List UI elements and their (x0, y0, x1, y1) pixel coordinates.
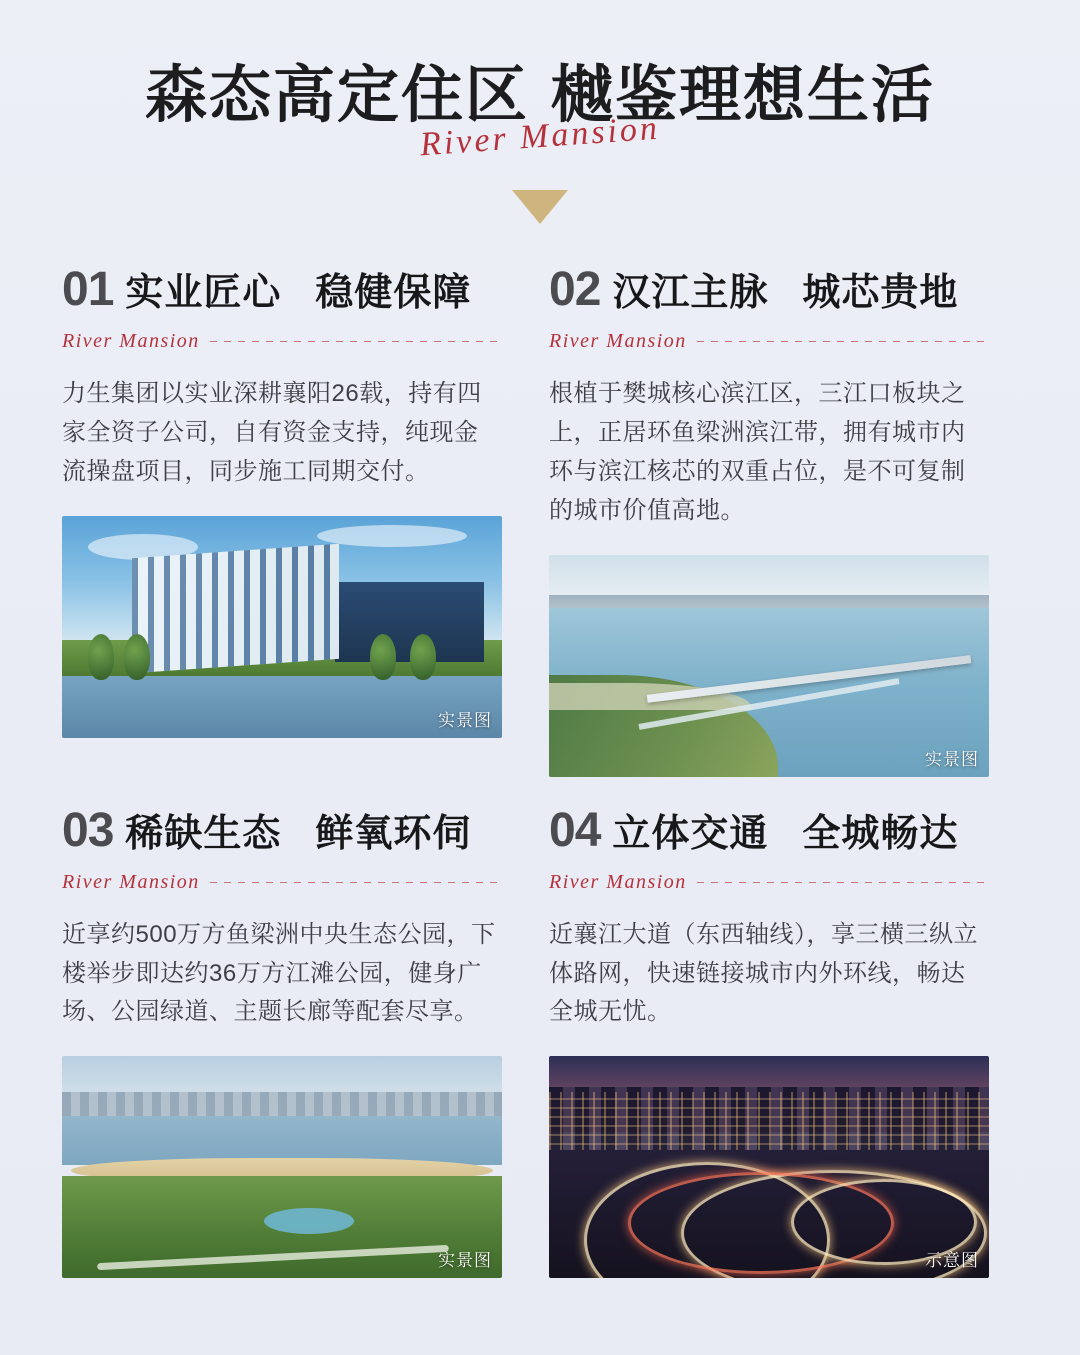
card-script-divider (62, 871, 502, 894)
page-title-left: 森态高定住区 (144, 62, 529, 130)
card-body-text: 近襄江大道（东西轴线），享三横三纵立体路网，快速链接城市内外环线，畅达全城无忧。 (549, 920, 978, 1026)
card-number: 01 (62, 263, 114, 317)
river-bridge-photo (549, 555, 989, 777)
page-title (0, 62, 1080, 130)
card-script-divider (62, 330, 502, 353)
dashed-divider (210, 341, 502, 342)
photo-caption: 示意图 (925, 1251, 979, 1271)
riverside-park-photo (62, 1056, 502, 1278)
photo-caption: 实景图 (438, 1251, 492, 1271)
photo-art (62, 1056, 502, 1278)
page-title-right: 樾鉴理想生活 (551, 62, 936, 130)
card-script-text: River Mansion (549, 330, 687, 353)
card-title-primary: 立体交通 (612, 812, 769, 855)
building-shape (132, 544, 339, 674)
card-body-text: 近享约500万方鱼梁洲中央生态公园，下楼举步即达约36万方江滩公园，健身广场、公园绿道、主题长廊等配套尽享。 (62, 920, 496, 1026)
card-heading (549, 803, 989, 857)
card-script-divider (549, 871, 989, 894)
tree-shape (410, 634, 436, 680)
card-title-secondary: 鲜氧环伺 (315, 812, 472, 855)
card-title-secondary: 稳健保障 (315, 272, 472, 315)
card-title-primary: 汉江主脉 (612, 272, 769, 315)
dashed-divider (697, 882, 989, 883)
header-script-text: River Mansion (418, 109, 662, 164)
card-heading (549, 263, 989, 317)
card-heading (62, 263, 502, 317)
poster-header (0, 0, 1080, 224)
card-script-text: River Mansion (62, 330, 200, 353)
photo-art (549, 1056, 989, 1278)
photo-caption: 实景图 (438, 710, 492, 730)
feature-card (549, 803, 989, 1279)
photo-caption: 实景图 (925, 749, 979, 769)
card-script-text: River Mansion (549, 870, 687, 893)
card-title-secondary: 城芯贵地 (802, 272, 959, 315)
dashed-divider (210, 882, 502, 883)
feature-card (549, 263, 989, 777)
card-heading (62, 803, 502, 857)
tree-shape (124, 634, 150, 680)
tree-shape (88, 634, 114, 680)
cloud-shape (317, 525, 467, 547)
facade-stripes (132, 544, 339, 674)
card-title-primary: 稀缺生态 (125, 812, 282, 855)
card-script-text: River Mansion (62, 870, 200, 893)
tree-shape (370, 634, 396, 680)
card-title-secondary: 全城畅达 (802, 812, 959, 855)
card-number: 02 (549, 263, 601, 317)
card-number: 03 (62, 803, 114, 857)
card-body-text: 根植于樊城核心滨江区，三江口板块之上，正居环鱼梁洲滨江带，拥有城市内环与滨江核芯的双重占位，是不可复制的城市价值高地。 (549, 380, 966, 524)
feature-grid (0, 263, 1080, 1278)
water-layer (62, 671, 502, 738)
card-script-divider (549, 330, 989, 353)
card-number: 04 (549, 803, 601, 857)
skyline-layer (62, 1092, 502, 1119)
night-interchange-photo (549, 1056, 989, 1278)
down-arrow-icon (512, 190, 568, 224)
photo-art (62, 516, 502, 738)
card-body-text: 力生集团以实业深耕襄阳26载，持有四家全资子公司，自有资金支持，纯现金流操盘项目，同步施工同期交付。 (62, 380, 482, 485)
photo-art (549, 555, 989, 777)
dashed-divider (697, 341, 989, 342)
feature-card (62, 803, 502, 1279)
feature-card (62, 263, 502, 777)
pond-shape (264, 1208, 354, 1234)
office-building-photo (62, 516, 502, 738)
card-title-primary: 实业匠心 (125, 272, 282, 315)
